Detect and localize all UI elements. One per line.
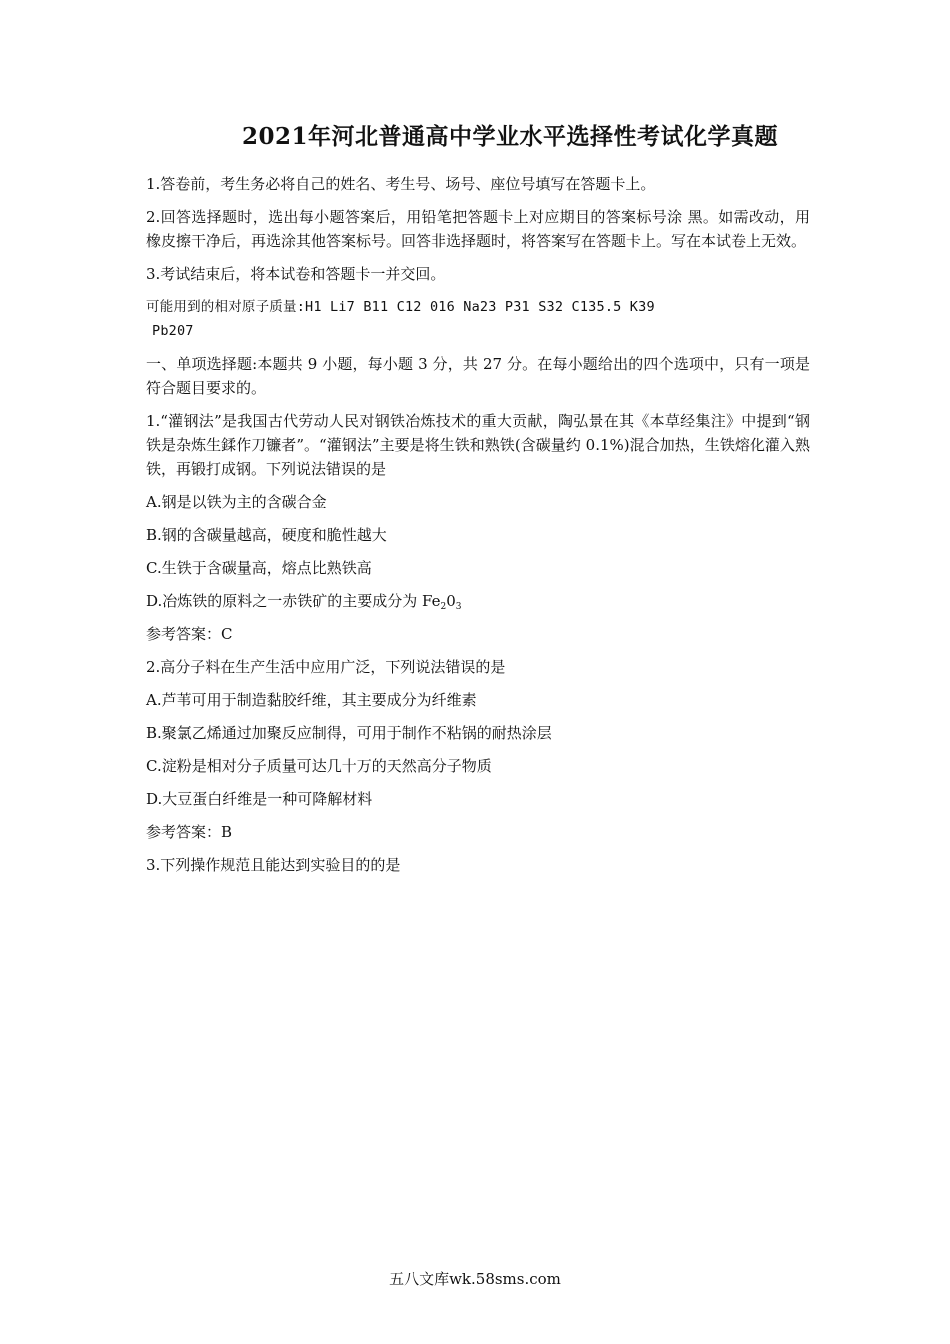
question-2-option-d: D.大豆蛋白纤维是一种可降解材料 <box>146 790 373 808</box>
question-1-option-a: A.钢是以铁为主的含碳合金 <box>146 493 327 511</box>
question-2-stem: 2.高分子料在生产生活中应用广泛，下列说法错误的是 <box>146 658 506 676</box>
atomic-masses-line-2: Pb207 <box>152 323 194 339</box>
question-1-option-b: B.钢的含碳量越高，硬度和脆性越大 <box>146 526 387 544</box>
section-heading: 一、单项选择题:本题共 9 小题，每小题 3 分，共 27 分。在每小题给出的四个选项中，只有一项是符合题目要求的。 <box>146 355 810 397</box>
question-2-option-b: B.聚氯乙烯通过加聚反应制得，可用于制作不粘锅的耐热涂层 <box>146 724 552 742</box>
instruction-1: 1.答卷前，考生务必将自己的姓名、考生号、场号、座位号填写在答题卡上。 <box>146 175 656 193</box>
atomic-masses-line-1: 可能用到的相对原子质量:H1 Li7 B11 C12 016 Na23 P31 S32 C135.5 K39 <box>146 299 655 315</box>
page-title: 2021年河北普通高中学业水平选择性考试化学真题 <box>241 123 778 150</box>
question-2-option-c: C.淀粉是相对分子质量可达几十万的天然高分子物质 <box>146 757 492 775</box>
option-d-text: D.冶炼铁的原料之一赤铁矿的主要成分为 Fe <box>146 592 441 610</box>
document-body <box>146 172 810 886</box>
page-footer: 五八文库wk.58sms.com <box>389 1270 561 1288</box>
instruction-2: 2.回答选择题时，选出每小题答案后，用铅笔把答题卡上对应期目的答案标号涂 黑。如需改动，用橡皮擦干净后，再选涂其他答案标号。回答非选择题时，将答案写在答题卡上。写在本试卷上无效。 <box>146 208 810 250</box>
subscript-3: 3 <box>455 602 462 612</box>
question-1-option-c: C.生铁于含碳量高，熔点比熟铁高 <box>146 559 372 577</box>
subscript-2: 2 <box>440 602 447 612</box>
instruction-3: 3.考试结束后，将本试卷和答题卡一并交回。 <box>146 265 446 283</box>
question-1-answer: 参考答案：C <box>146 625 233 643</box>
option-d-oxygen: 0 <box>446 592 456 610</box>
question-1-stem: 1.“灌钢法”是我国古代劳动人民对钢铁冶炼技术的重大贡献，陶弘景在其《本草经集注》中提到“钢铁是杂炼生鍒作刀镰者”。“灌钢法”主要是将生铁和熟铁(含碳量约 0.1%)混合加热，生铁熔化灌入熟铁，再锻打成钢。下列说法错误的是 <box>146 412 810 478</box>
question-2-option-a: A.芦苇可用于制造黏胶纤维，其主要成分为纤维素 <box>146 691 477 709</box>
question-3-stem: 3.下列操作规范且能达到实验目的的是 <box>146 856 401 874</box>
question-2-answer: 参考答案：B <box>146 823 233 841</box>
question-1-option-d <box>146 589 810 613</box>
